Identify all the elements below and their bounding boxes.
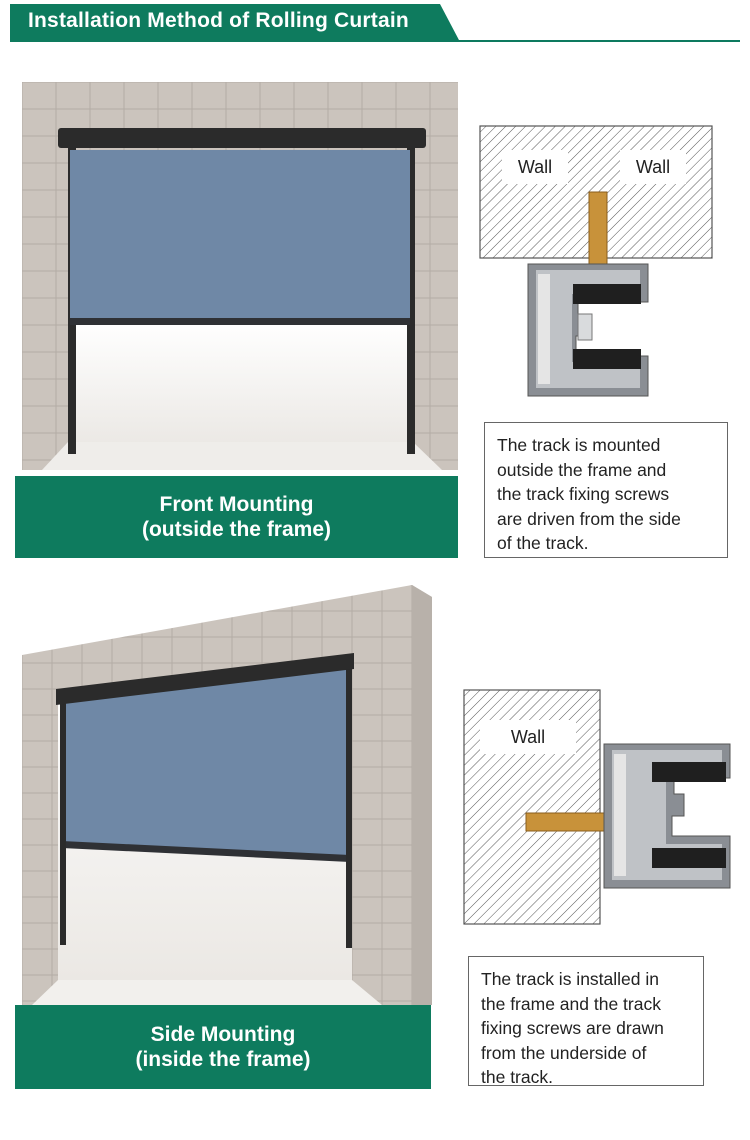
screw <box>526 813 612 831</box>
wall-label-right: Wall <box>620 150 686 184</box>
note-line: fixing screws are drawn <box>481 1018 664 1038</box>
side-mounting-label <box>15 1005 431 1089</box>
track-profile <box>528 264 648 396</box>
side-mounting-illustration <box>22 585 434 1005</box>
note-line: of the track. <box>497 533 589 553</box>
wall-label-left: Wall <box>502 150 568 184</box>
front-mounting-note <box>484 422 728 558</box>
front-mounting-illustration <box>22 82 458 470</box>
track-profile <box>604 744 730 888</box>
screw <box>589 192 607 274</box>
header-rule <box>440 40 740 42</box>
left-track <box>60 695 66 945</box>
note-line: The track is mounted <box>497 435 661 455</box>
side-mounting-title: Side Mounting <box>150 1023 296 1046</box>
bottom-bar <box>70 318 410 325</box>
screen-fabric <box>70 150 410 320</box>
note-line: are driven from the side <box>497 508 681 529</box>
note-line: from the underside of <box>481 1042 647 1063</box>
note-line: the frame and the track <box>481 993 661 1014</box>
side-mounting-note <box>468 956 704 1086</box>
cassette-box <box>58 128 426 148</box>
note-line: the track. <box>481 1067 553 1087</box>
front-mounting-title: Front Mounting <box>159 493 314 516</box>
front-mounting-label <box>15 476 458 558</box>
note-line: the track fixing screws <box>497 484 670 504</box>
note-line: The track is installed in <box>481 969 659 989</box>
door-opening <box>68 322 413 457</box>
page-title: Installation Method of Rolling Curtain <box>28 9 409 32</box>
wall-label: Wall <box>480 720 576 754</box>
side-mounting-subtitle: (inside the frame) <box>135 1048 311 1071</box>
right-track <box>346 663 352 948</box>
front-mounting-subtitle: (outside the frame) <box>141 518 332 541</box>
note-line: outside the frame and <box>497 459 667 480</box>
